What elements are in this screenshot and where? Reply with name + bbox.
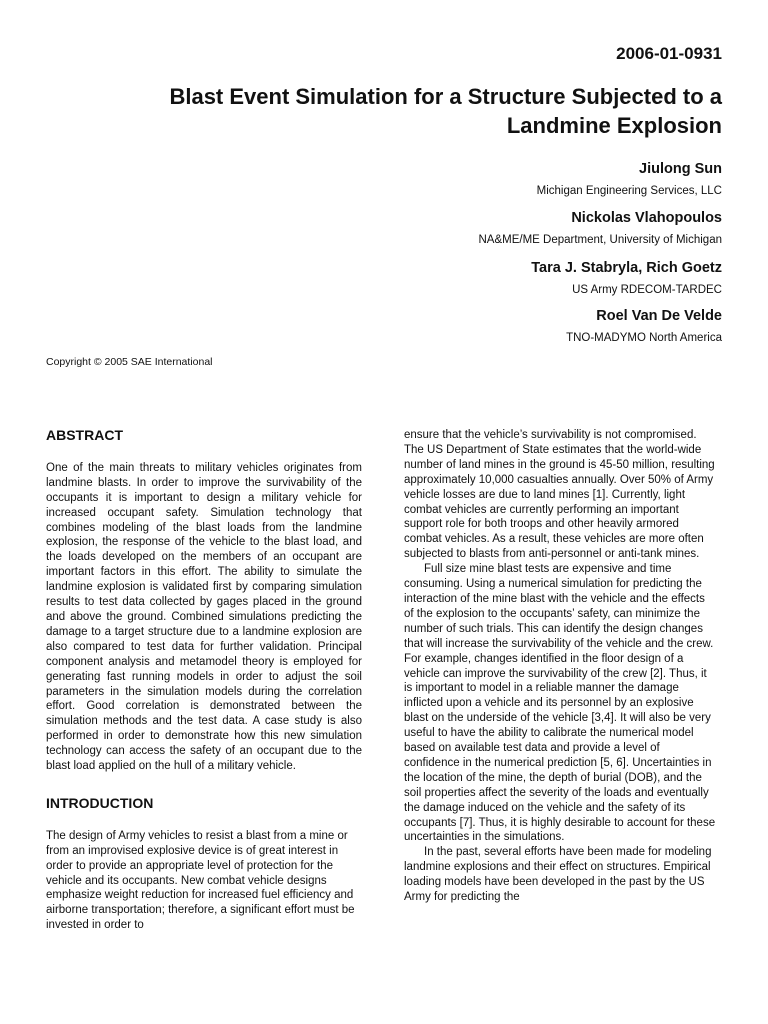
author-block — [222, 259, 722, 298]
right-column — [404, 428, 716, 905]
title-line-2: Landmine Explosion — [506, 113, 722, 138]
author-name: Jiulong Sun — [639, 161, 722, 177]
author-affiliation: TNO-MADYMO North America — [566, 332, 722, 344]
author-affiliation: NA&ME/ME Department, University of Michigan — [478, 234, 722, 246]
abstract-text: One of the main threats to military vehicles originates from landmine blasts. In order to improve the survivability of the occupants it is important to design a military vehicle for increased occupant safety. Simulation technology that combines modeling of the blast loads from the landmine explosion, the response of the vehicle to the blast load, and the loads developed on the members of an occupant are important factors in this effort. The ability to simulate the landmine explosion is validated first by comparing simulation results to test data collected by gages placed in the ground and above the ground. Combined simulations predicting the damage to a target structure due to a landmine explosion are also compared to test data for further validation. Principal component analysis and metamodel theory is employed for generating fast running models in order to adjust the soil parameters in the simulation models during the correlation effort. Good correlation is demonstrated between the simulation methods and the test data. A case study is also performed in order to demonstrate how this new simulation technology can access the safety of an occupant due to the blast load applied on the hull of a military vehicle. — [46, 461, 362, 773]
paper-number: 2006-01-0931 — [616, 44, 722, 63]
author-affiliation: Michigan Engineering Services, LLC — [536, 185, 722, 197]
copyright-notice: Copyright © 2005 SAE International — [46, 356, 213, 368]
author-name: Nickolas Vlahopoulos — [571, 210, 722, 226]
body-paragraph: In the past, several efforts have been made for modeling landmine explosions and their effect on structures. Empirical loading models have been developed in the past by the US Army for predicting the — [404, 846, 712, 904]
abstract-heading: ABSTRACT — [46, 427, 123, 443]
author-block — [222, 307, 722, 346]
author-block — [222, 209, 722, 248]
introduction-paragraph: The design of Army vehicles to resist a blast from a mine or from an improvised explosive device is of great interest in order to provide an appropriate level of protection for the vehicle and its occupants. New combat vehicle designs emphasize weight reduction for increased fuel efficiency and airborne transportation; therefore, a significant effort must be invested in order to — [46, 829, 355, 932]
introduction-heading: INTRODUCTION — [46, 794, 154, 811]
body-paragraph: Full size mine blast tests are expensive and time consuming. Using a numerical simulation for predicting the interaction of the mine blast with the vehicle and the effects of the explosion to the occupants’ safety, can minimize the number of such trials. This can identify the design changes that will increase the survivability of the vehicle and the crew. For example, changes identified in the floor design of a vehicle can improve the survivability of the crew [2]. Thus, it is important to model in a reliable manner the damage inflicted upon a vehicle and its personnel by an explosive blast on the underside of the vehicle [3,4]. It will also be very useful to have the ability to calibrate the numerical model based on available test data and provide a level of confidence in the numerical prediction [5, 6]. Uncertainties in the location of the mine, the depth of burial (DOB), and the soil properties affect the severity of the loads and eventually the damage induced on the vehicle and the safety of its occupants [7]. Thus, it is highly desirable to account for these uncertainties in the simulations. — [404, 563, 716, 844]
title-line-1: Blast Event Simulation for a Structure Subjected to a — [169, 84, 722, 109]
author-name: Tara J. Stabryla, Rich Goetz — [531, 260, 722, 276]
paper-title — [62, 82, 722, 140]
author-block — [222, 160, 722, 199]
author-name: Roel Van De Velde — [596, 308, 722, 324]
body-paragraph: ensure that the vehicle’s survivability is not compromised. The US Department of State estimates that the world-wide number of land mines in the ground is 45-50 million, resulting approximately 10,000 casualties annually. Over 50% of Army vehicle losses are due to land mines [1]. Currently, light combat vehicles are currently performing an important support role for both troops and other heavily armored combat vehicles. As a result, these vehicles are more often subjected to blasts from anti-personnel or anti-tank mines. — [404, 429, 715, 561]
author-affiliation: US Army RDECOM-TARDEC — [572, 284, 722, 296]
left-column — [46, 428, 362, 933]
